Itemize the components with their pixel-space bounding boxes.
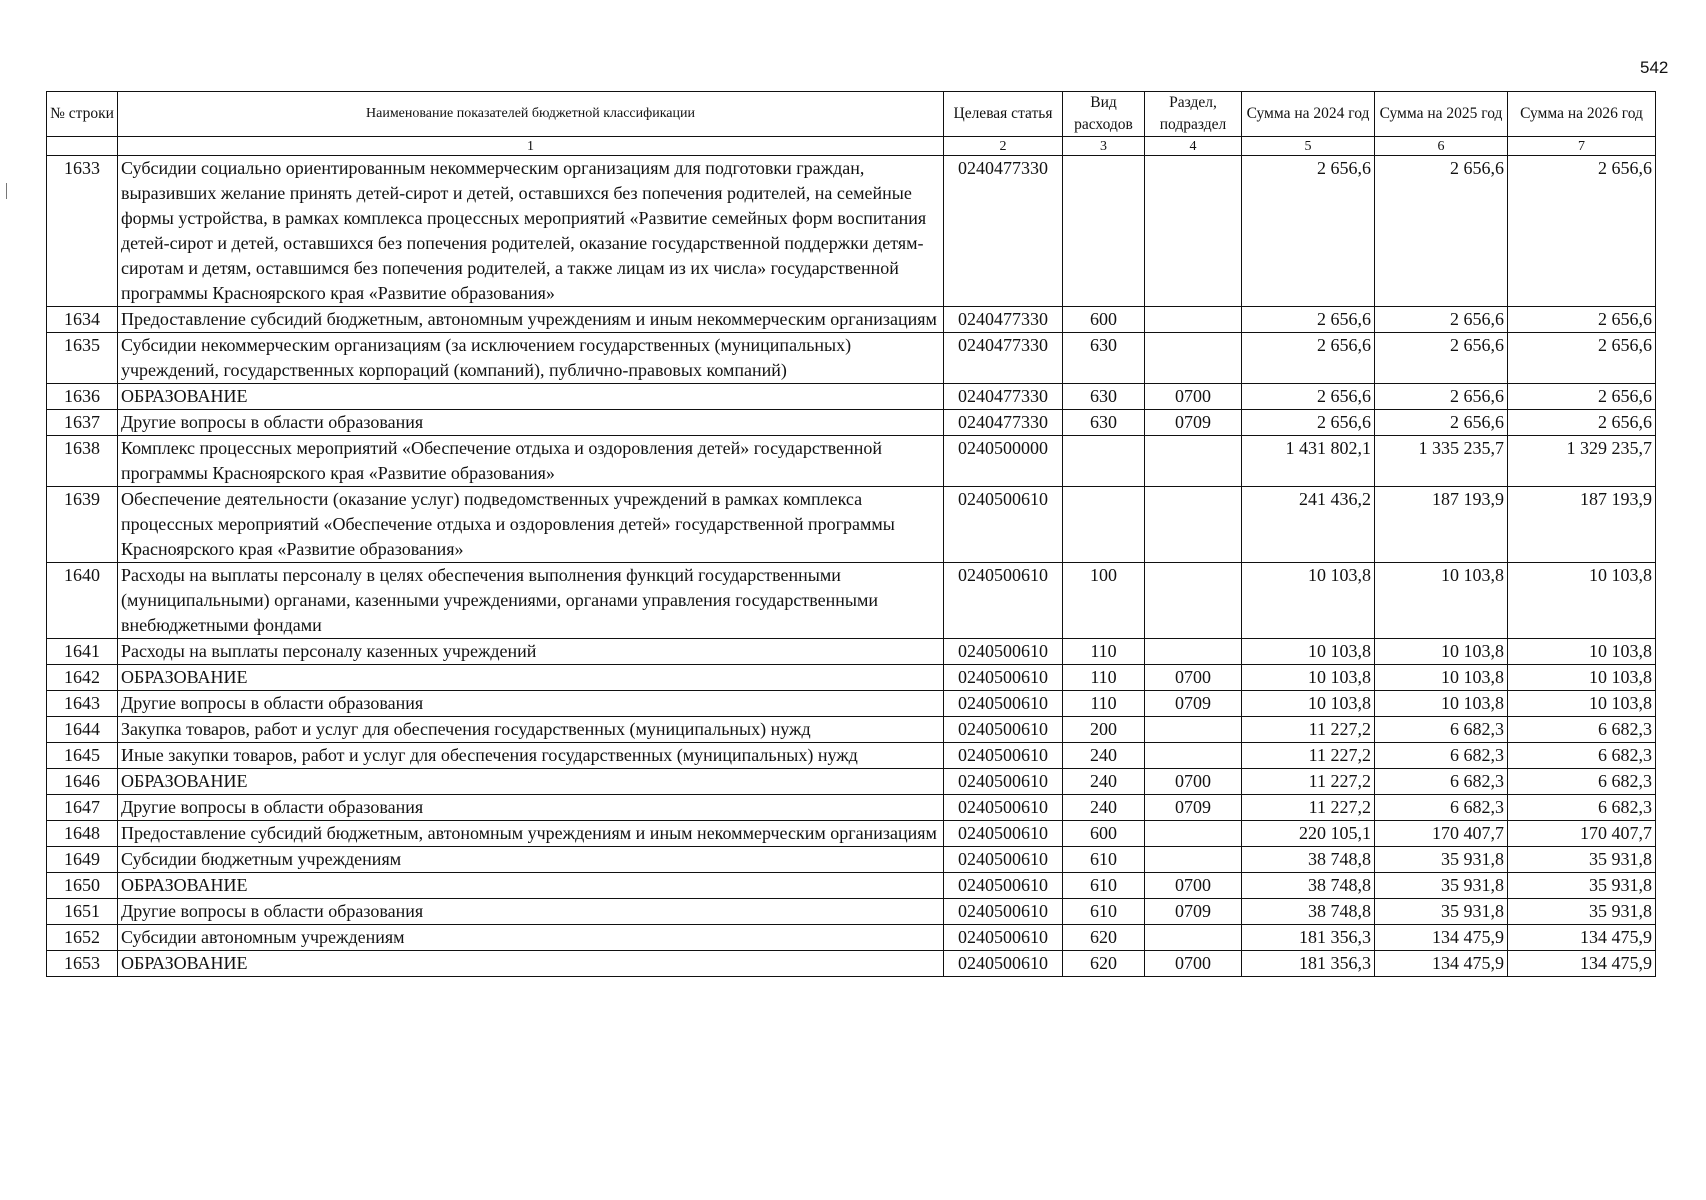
row-target-article: 0240500610 [944,665,1063,691]
row-expense-type [1063,436,1145,487]
row-target-article: 0240500610 [944,899,1063,925]
row-target-article: 0240500610 [944,717,1063,743]
row-expense-type: 200 [1063,717,1145,743]
budget-table [46,91,1656,977]
row-expense-type: 630 [1063,333,1145,384]
row-sum-2026: 2 656,6 [1508,410,1656,436]
row-sum-2024: 1 431 802,1 [1242,436,1375,487]
row-section [1145,847,1242,873]
page-number: 542 [1640,58,1669,77]
row-name: Другие вопросы в области образования [118,795,944,821]
row-sum-2026: 2 656,6 [1508,384,1656,410]
table-row [47,639,1656,665]
table-row [47,156,1656,307]
row-sum-2026: 35 931,8 [1508,873,1656,899]
row-sum-2025: 6 682,3 [1375,795,1508,821]
row-sum-2025: 6 682,3 [1375,717,1508,743]
row-target-article: 0240500610 [944,925,1063,951]
row-sum-2026: 10 103,8 [1508,665,1656,691]
row-sum-2026: 187 193,9 [1508,487,1656,563]
row-sum-2026: 6 682,3 [1508,795,1656,821]
row-number: 1634 [47,307,118,333]
row-section: 0700 [1145,769,1242,795]
row-number: 1633 [47,156,118,307]
row-section: 0709 [1145,691,1242,717]
row-expense-type: 100 [1063,563,1145,639]
row-target-article: 0240500610 [944,743,1063,769]
row-sum-2026: 2 656,6 [1508,156,1656,307]
row-expense-type: 620 [1063,925,1145,951]
row-expense-type: 610 [1063,847,1145,873]
row-target-article: 0240477330 [944,384,1063,410]
row-number: 1647 [47,795,118,821]
row-section: 0709 [1145,795,1242,821]
row-target-article: 0240477330 [944,156,1063,307]
row-name: ОБРАЗОВАНИЕ [118,769,944,795]
row-target-article: 0240500610 [944,487,1063,563]
row-name: Расходы на выплаты персоналу казенных учреждений [118,639,944,665]
row-expense-type: 630 [1063,384,1145,410]
row-target-article: 0240500610 [944,873,1063,899]
row-sum-2025: 2 656,6 [1375,156,1508,307]
row-target-article: 0240500610 [944,847,1063,873]
table-row [47,563,1656,639]
row-sum-2025: 10 103,8 [1375,665,1508,691]
row-number: 1635 [47,333,118,384]
row-sum-2025: 35 931,8 [1375,873,1508,899]
row-number: 1646 [47,769,118,795]
row-expense-type: 240 [1063,769,1145,795]
row-section: 0700 [1145,384,1242,410]
row-sum-2024: 2 656,6 [1242,333,1375,384]
row-number: 1640 [47,563,118,639]
table-row [47,436,1656,487]
row-number: 1653 [47,951,118,977]
table-row [47,333,1656,384]
row-sum-2025: 6 682,3 [1375,743,1508,769]
row-section [1145,333,1242,384]
row-name: Расходы на выплаты персоналу в целях обеспечения выполнения функций государственными (муниципальными) органами, казенными учреждениями, органами управления государственными внебюджетными фондами [118,563,944,639]
row-sum-2024: 10 103,8 [1242,563,1375,639]
row-name: Предоставление субсидий бюджетным, автономным учреждениям и иным некоммерческим организациям [118,821,944,847]
row-sum-2025: 134 475,9 [1375,951,1508,977]
row-sum-2024: 181 356,3 [1242,925,1375,951]
row-number: 1639 [47,487,118,563]
row-section: 0700 [1145,951,1242,977]
row-expense-type: 240 [1063,743,1145,769]
row-sum-2025: 1 335 235,7 [1375,436,1508,487]
column-number-row [47,137,1656,156]
row-section [1145,821,1242,847]
row-number: 1649 [47,847,118,873]
row-sum-2025: 187 193,9 [1375,487,1508,563]
row-expense-type: 600 [1063,307,1145,333]
row-sum-2026: 1 329 235,7 [1508,436,1656,487]
row-sum-2024: 2 656,6 [1242,410,1375,436]
row-sum-2025: 6 682,3 [1375,769,1508,795]
row-target-article: 0240500610 [944,795,1063,821]
table-row [47,847,1656,873]
table-row [47,821,1656,847]
row-expense-type [1063,156,1145,307]
row-number: 1645 [47,743,118,769]
row-section [1145,436,1242,487]
row-section: 0709 [1145,899,1242,925]
row-sum-2026: 170 407,7 [1508,821,1656,847]
row-sum-2025: 2 656,6 [1375,410,1508,436]
row-number: 1648 [47,821,118,847]
row-name: Другие вопросы в области образования [118,691,944,717]
row-section [1145,639,1242,665]
row-name: ОБРАЗОВАНИЕ [118,384,944,410]
row-target-article: 0240500610 [944,821,1063,847]
row-sum-2026: 6 682,3 [1508,743,1656,769]
row-number: 1638 [47,436,118,487]
column-number: 5 [1242,137,1375,156]
row-name: ОБРАЗОВАНИЕ [118,873,944,899]
row-section [1145,563,1242,639]
row-expense-type: 110 [1063,691,1145,717]
table-row [47,899,1656,925]
row-name: Субсидии автономным учреждениям [118,925,944,951]
table-row [47,743,1656,769]
row-section [1145,307,1242,333]
header-section: Раздел, подраздел [1145,92,1242,137]
row-sum-2026: 10 103,8 [1508,563,1656,639]
row-number: 1637 [47,410,118,436]
row-sum-2025: 2 656,6 [1375,307,1508,333]
row-sum-2025: 10 103,8 [1375,563,1508,639]
column-number: 3 [1063,137,1145,156]
table-row [47,665,1656,691]
column-number: 2 [944,137,1063,156]
row-section: 0700 [1145,873,1242,899]
header-row-no: № строки [47,92,118,137]
column-number: 7 [1508,137,1656,156]
column-number [47,137,118,156]
row-sum-2025: 35 931,8 [1375,899,1508,925]
row-target-article: 0240477330 [944,333,1063,384]
row-section [1145,743,1242,769]
row-sum-2026: 10 103,8 [1508,691,1656,717]
row-sum-2024: 181 356,3 [1242,951,1375,977]
header-sum-2025: Сумма на 2025 год [1375,92,1508,137]
row-section [1145,487,1242,563]
table-body [47,156,1656,977]
row-name: Другие вопросы в области образования [118,410,944,436]
table-row [47,795,1656,821]
row-expense-type [1063,487,1145,563]
row-name: Предоставление субсидий бюджетным, автономным учреждениям и иным некоммерческим организациям [118,307,944,333]
row-name: Обеспечение деятельности (оказание услуг) подведомственных учреждений в рамках комплекса процессных мероприятий «Обеспечение отдыха и оздоровления детей» государственной программы Красноярского края «Развитие образования» [118,487,944,563]
column-number: 1 [118,137,944,156]
row-sum-2026: 2 656,6 [1508,307,1656,333]
row-name: Субсидии социально ориентированным некоммерческим организациям для подготовки граждан, выразивших желание принять детей-сирот и детей, оставшихся без попечения родителей, на семейные формы устройства, в рамках комплекса процессных мероприятий «Развитие семейных форм воспитания детей-сирот и детей, оставшихся без попечения родителей, оказание государственной поддержки детям-сиротам и детям, оставшимся без попечения родителей, а также лицам из их числа» государственной программы Красноярского края «Развитие образования» [118,156,944,307]
header-target: Целевая статья [944,92,1063,137]
row-name: Другие вопросы в области образования [118,899,944,925]
row-target-article: 0240500610 [944,563,1063,639]
row-sum-2026: 10 103,8 [1508,639,1656,665]
row-number: 1644 [47,717,118,743]
row-expense-type: 110 [1063,665,1145,691]
row-sum-2024: 2 656,6 [1242,384,1375,410]
row-section: 0700 [1145,665,1242,691]
row-number: 1643 [47,691,118,717]
row-expense-type: 610 [1063,873,1145,899]
row-sum-2025: 10 103,8 [1375,691,1508,717]
row-sum-2024: 241 436,2 [1242,487,1375,563]
row-sum-2024: 11 227,2 [1242,795,1375,821]
header-sum-2026: Сумма на 2026 год [1508,92,1656,137]
row-sum-2025: 2 656,6 [1375,384,1508,410]
table-row [47,873,1656,899]
row-name: Иные закупки товаров, работ и услуг для обеспечения государственных (муниципальных) нужд [118,743,944,769]
table-row [47,410,1656,436]
row-expense-type: 110 [1063,639,1145,665]
row-sum-2026: 35 931,8 [1508,847,1656,873]
row-target-article: 0240500610 [944,951,1063,977]
table-row [47,769,1656,795]
row-expense-type: 620 [1063,951,1145,977]
row-sum-2025: 10 103,8 [1375,639,1508,665]
row-target-article: 0240477330 [944,410,1063,436]
header-row [47,92,1656,137]
header-expense-type: Вид расходов [1063,92,1145,137]
row-number: 1642 [47,665,118,691]
row-section: 0709 [1145,410,1242,436]
row-expense-type: 610 [1063,899,1145,925]
column-number: 4 [1145,137,1242,156]
table-row [47,717,1656,743]
row-sum-2026: 6 682,3 [1508,769,1656,795]
row-sum-2025: 2 656,6 [1375,333,1508,384]
row-name: Субсидии бюджетным учреждениям [118,847,944,873]
row-sum-2026: 134 475,9 [1508,951,1656,977]
row-section [1145,717,1242,743]
row-section [1145,156,1242,307]
row-sum-2024: 11 227,2 [1242,743,1375,769]
row-expense-type: 240 [1063,795,1145,821]
row-sum-2026: 2 656,6 [1508,333,1656,384]
row-sum-2024: 38 748,8 [1242,873,1375,899]
row-target-article: 0240500610 [944,691,1063,717]
row-sum-2026: 6 682,3 [1508,717,1656,743]
row-name: ОБРАЗОВАНИЕ [118,951,944,977]
row-sum-2024: 10 103,8 [1242,665,1375,691]
row-sum-2024: 11 227,2 [1242,717,1375,743]
row-target-article: 0240477330 [944,307,1063,333]
row-name: ОБРАЗОВАНИЕ [118,665,944,691]
row-sum-2025: 134 475,9 [1375,925,1508,951]
row-sum-2024: 38 748,8 [1242,847,1375,873]
row-sum-2024: 2 656,6 [1242,307,1375,333]
column-number: 6 [1375,137,1508,156]
table-row [47,691,1656,717]
row-target-article: 0240500000 [944,436,1063,487]
row-number: 1641 [47,639,118,665]
table-row [47,487,1656,563]
row-number: 1636 [47,384,118,410]
row-sum-2024: 10 103,8 [1242,639,1375,665]
table-row [47,384,1656,410]
row-sum-2024: 38 748,8 [1242,899,1375,925]
row-sum-2024: 2 656,6 [1242,156,1375,307]
header-sum-2024: Сумма на 2024 год [1242,92,1375,137]
row-expense-type: 630 [1063,410,1145,436]
row-sum-2026: 134 475,9 [1508,925,1656,951]
row-name: Субсидии некоммерческим организациям (за исключением государственных (муниципальных) учреждений, государственных корпораций (компаний), публично-правовых компаний) [118,333,944,384]
row-section [1145,925,1242,951]
header-name: Наименование показателей бюджетной классификации [118,92,944,137]
scan-artifact-mark [6,183,7,199]
row-name: Закупка товаров, работ и услуг для обеспечения государственных (муниципальных) нужд [118,717,944,743]
row-name: Комплекс процессных мероприятий «Обеспечение отдыха и оздоровления детей» государственной программы Красноярского края «Развитие образования» [118,436,944,487]
row-target-article: 0240500610 [944,639,1063,665]
row-sum-2024: 11 227,2 [1242,769,1375,795]
table-header [47,92,1656,156]
row-number: 1650 [47,873,118,899]
row-number: 1652 [47,925,118,951]
row-sum-2024: 220 105,1 [1242,821,1375,847]
row-sum-2025: 35 931,8 [1375,847,1508,873]
table-row [47,307,1656,333]
row-number: 1651 [47,899,118,925]
row-sum-2024: 10 103,8 [1242,691,1375,717]
table-row [47,951,1656,977]
row-sum-2026: 35 931,8 [1508,899,1656,925]
row-target-article: 0240500610 [944,769,1063,795]
table-row [47,925,1656,951]
row-expense-type: 600 [1063,821,1145,847]
row-sum-2025: 170 407,7 [1375,821,1508,847]
